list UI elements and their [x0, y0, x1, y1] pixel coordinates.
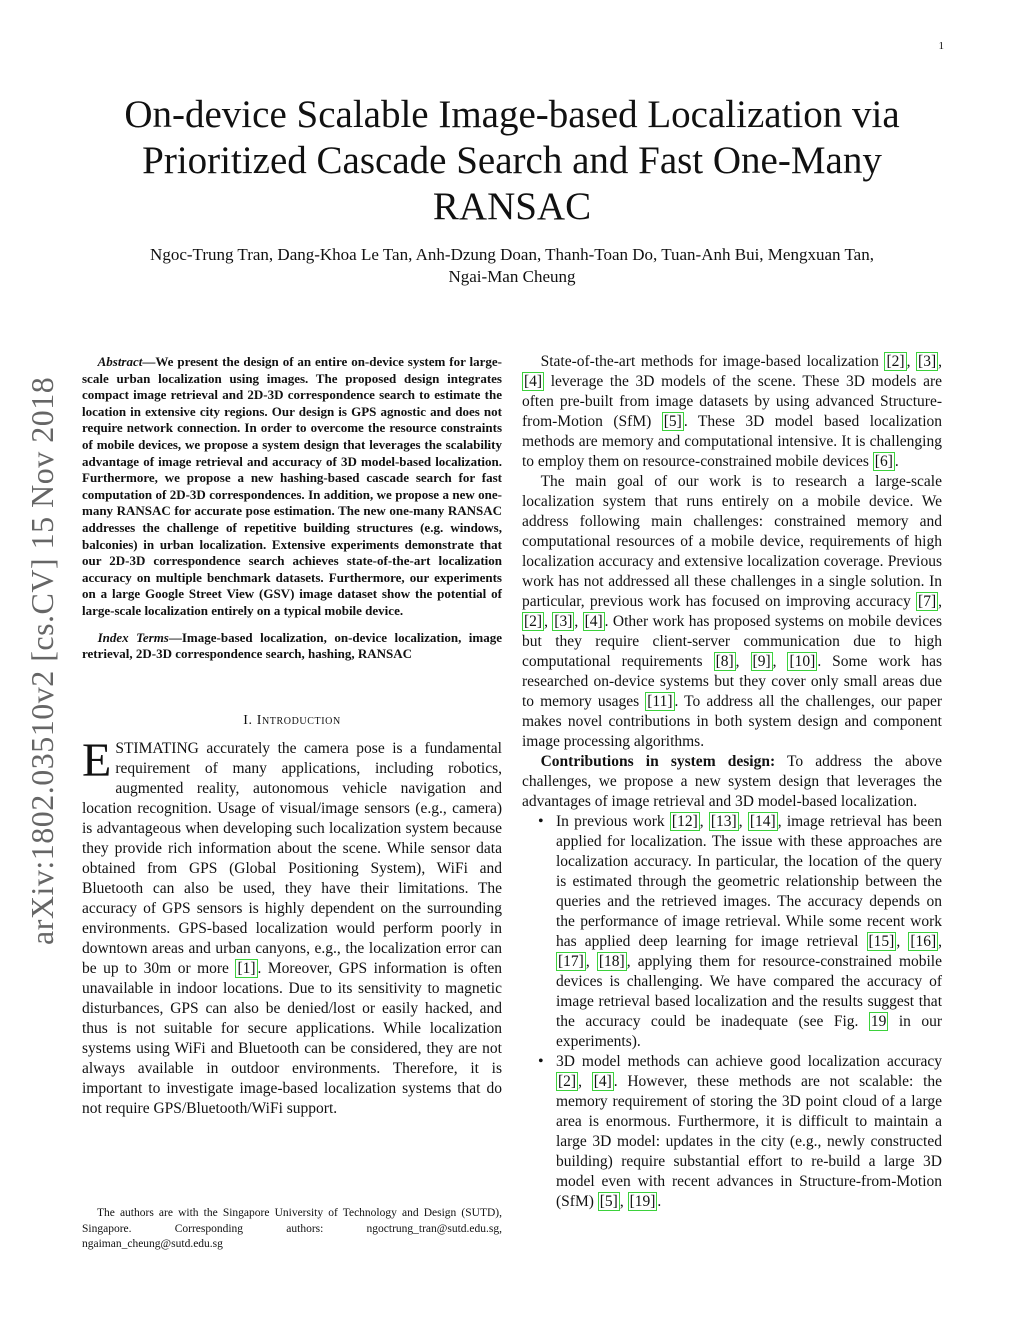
citation-link[interactable]: [8] [715, 653, 734, 670]
citation-link[interactable]: [5] [663, 413, 682, 430]
text-run: , [772, 653, 788, 670]
author-line: Ngai-Man Cheung [448, 267, 576, 286]
contribution-list [522, 812, 942, 1212]
abstract-text: —We present the design of an entire on-device system for large-scale urban localization using images. The proposed design integrates compact image retrieval and 2D-3D correspondence search to estimate the location in extensive city regions. Our design is GPS agnostic and does not require network connection. In order to overcome the resource constraints of mobile devices, we propose a system design that leverages the scalability advantage of image retrieval and accuracy of 3D model-based localization. Furthermore, we propose a new hashing-based cascade search for fast computation of 2D-3D correspondences. In addition, we propose a new one-many RANSAC for accurate pose estimation. The new one-many RANSAC addresses the challenge of repetitive building structures (e.g. windows, balconies) in urban localization. Extensive experiments demonstrate that our 2D-3D correspondence search achieves state-of-the-art localization accuracy on multiple benchmark datasets. Furthermore, our experiments on a large Google Street View (GSV) image dataset show the potential of large-scale localization entirely on a typical mobile device. [82, 354, 502, 618]
contributions-heading: Contributions in system design: [540, 753, 776, 770]
citation-link[interactable]: [5] [599, 1193, 618, 1210]
index-terms-label: Index Terms [97, 629, 169, 645]
text-run: , [906, 353, 917, 370]
paper-title [82, 92, 942, 230]
section-heading-introduction [82, 711, 502, 731]
text-run: , [574, 613, 583, 630]
citation-link[interactable]: [11] [647, 693, 673, 710]
figure-link[interactable]: 19 [870, 1013, 887, 1030]
text-run: . [657, 1193, 662, 1210]
citation-link[interactable]: [6] [874, 453, 893, 470]
citation-link[interactable]: [12] [671, 813, 698, 830]
index-terms [82, 630, 502, 663]
citation-link[interactable]: [4] [584, 613, 603, 630]
intro-text-cont: . Moreover, GPS information is often unavailable in indoor locations. Due to its sensitivity to magnetic disturbances, GPS can also be denied/lost or easily hacked, and thus is not suitable for secure applications. While localization systems using WiFi and Bluetooth can be considered, they are not always available in outdoor environments. Therefore, it is important to investigate image-based localization systems that do not require GPS/Bluetooth/WiFi support. [82, 959, 502, 1117]
citation-link[interactable]: [2] [524, 613, 543, 630]
text-run: , [619, 1193, 628, 1210]
introduction-paragraph [82, 733, 502, 1119]
citation-link[interactable]: [1] [237, 959, 256, 977]
page-number: 1 [938, 40, 944, 52]
text-run: , [735, 653, 751, 670]
citation-link[interactable]: [4] [593, 1073, 612, 1090]
citation-link[interactable]: [7] [918, 593, 937, 610]
citation-link[interactable]: [14] [749, 813, 776, 830]
drop-cap: E [82, 733, 112, 787]
citation-link[interactable]: [10] [789, 653, 816, 670]
right-column [522, 352, 942, 1212]
citation-link[interactable]: [2] [886, 353, 905, 370]
text-run: . However, these methods are not scalable: the memory requirement of storing the 3D point cloud of a large area is enormous. Furthermore, it is difficult to maintain a large 3D model: updates in the city (e.g., newly constructed building) require substantial effort to re-build a large 3D model even with recent advances in Structure-from-Motion (SfM) [556, 1073, 943, 1210]
paragraph-main-goal [522, 472, 942, 752]
abstract [82, 354, 502, 620]
text-run: 3D model methods can achieve good localization accuracy [556, 1053, 942, 1070]
author-line: Ngoc-Trung Tran, Dang-Khoa Le Tan, Anh-Dzung Doan, Thanh-Toan Do, Tuan-Anh Bui, Mengxuan Tan, [150, 245, 874, 264]
citation-link[interactable]: [19] [629, 1193, 656, 1210]
list-item [522, 812, 942, 1052]
text-run: , [938, 593, 942, 610]
citation-link[interactable]: [15] [868, 933, 895, 950]
text-run: , [938, 353, 942, 370]
citation-link[interactable]: [4] [524, 373, 543, 390]
section-numeral: I. [243, 712, 253, 728]
abstract-label: Abstract [97, 354, 143, 369]
text-run: , [896, 933, 909, 950]
citation-link[interactable]: [2] [558, 1073, 577, 1090]
text-run: State-of-the-art methods for image-based localization [540, 353, 885, 370]
text-run: leverage the 3D models of the scene. These 3D models are often pre-built from image datasets by using advanced Structure-from-Motion (SfM) [522, 373, 942, 430]
intro-text: STIMATING accurately the camera pose is a fundamental requirement of many applications, including robotics, augmented reality, autonomous vehicle navigation and location recognition. Usage of visual/image sensors (e.g., camera) is advantageous when developing such localization system because they provide rich information about the scene. While sensor data obtained from GPS (Global Positioning System), WiFi and Bluetooth can also be used, they have their limitations. The accuracy of GPS sensors is highly dependent on the surrounding environments. GPS-based localization would perform poorly in downtown areas and urban canyons, e.g., the localization error can be up to 30m or more [82, 739, 502, 977]
text-run: . Other work has proposed systems on mobile devices but they require client-server communication due to high computational requirements [522, 613, 943, 670]
citation-link[interactable]: [18] [598, 953, 625, 970]
author-list [82, 244, 942, 288]
text-run: , applying them for resource-constrained mobile devices is challenging. We have compared the accuracy of image retrieval based localization and the results suggest that the accuracy could be inadequate (see Fig. [556, 953, 942, 1030]
paragraph-contributions [522, 752, 942, 812]
text-run: , [544, 613, 553, 630]
text-run: The main goal of our work is to research a large-scale localization system that runs entirely on a mobile device. We address following main challenges: constrained memory and computational resources of a mobile device, requirements of high localization accuracy and extensive localization coverage. Previous work has not addressed all these challenges in a single solution. In particular, previous work has focused on improving accuracy [522, 473, 942, 610]
arxiv-identifier: arXiv:1802.03510v2 [cs.CV] 15 Nov 2018 [24, 376, 60, 945]
text-run: To address the above challenges, we propose a new system design that leverages the advantages of image retrieval and 3D model-based localization. [522, 753, 942, 810]
citation-link[interactable]: [9] [752, 653, 771, 670]
text-run: . [894, 453, 899, 470]
text-run: in our experiments). [556, 1013, 942, 1050]
paragraph-state-of-the-art [522, 352, 942, 472]
title-line: RANSAC [432, 185, 592, 228]
index-terms-text: —Image-based localization, on-device localization, image retrieval, 2D-3D correspondence search, hashing, RANSAC [82, 629, 503, 662]
section-title: Introduction [256, 712, 341, 728]
text-run: , [699, 813, 709, 830]
text-run: In previous work [556, 813, 670, 830]
text-run: , [938, 933, 943, 950]
text-run: , [585, 953, 597, 970]
citation-link[interactable]: [16] [910, 933, 937, 950]
citation-link[interactable]: [3] [918, 353, 937, 370]
text-run: , image retrieval has been applied for localization. The issue with these approaches are localization accuracy. In particular, the location of the query is estimated through the geometric relationship between the queries and the retrieved images. The accuracy depends on the performance of image retrieval. While some recent work has applied deep learning for image retrieval [556, 813, 943, 950]
text-run: , [738, 813, 748, 830]
title-line: Prioritized Cascade Search and Fast One-Many [142, 139, 882, 182]
citation-link[interactable]: [17] [558, 953, 584, 970]
author-affiliation-footnote: The authors are with the Singapore University of Technology and Design (SUTD), Singapore. Corresponding authors: ngoctrung_tran@sutd.edu.sg, ngaiman_cheung@sutd.edu.sg [82, 1207, 502, 1250]
list-item [522, 1052, 942, 1212]
text-run: . To address all the challenges, our paper makes novel contributions in both system design and component image processing algorithms. [522, 693, 942, 750]
citation-link[interactable]: [3] [554, 613, 573, 630]
text-run: . Some work has researched on-device systems but they cover only small areas due to memory usages [522, 653, 942, 710]
left-column [82, 354, 502, 1119]
text-run: . These 3D model based localization methods are memory and computational intensive. It is challenging to employ them on resource-constrained mobile devices [522, 413, 942, 470]
citation-link[interactable]: [13] [710, 813, 737, 830]
title-line: On-device Scalable Image-based Localization via [124, 93, 900, 136]
text-run: , [578, 1073, 592, 1090]
